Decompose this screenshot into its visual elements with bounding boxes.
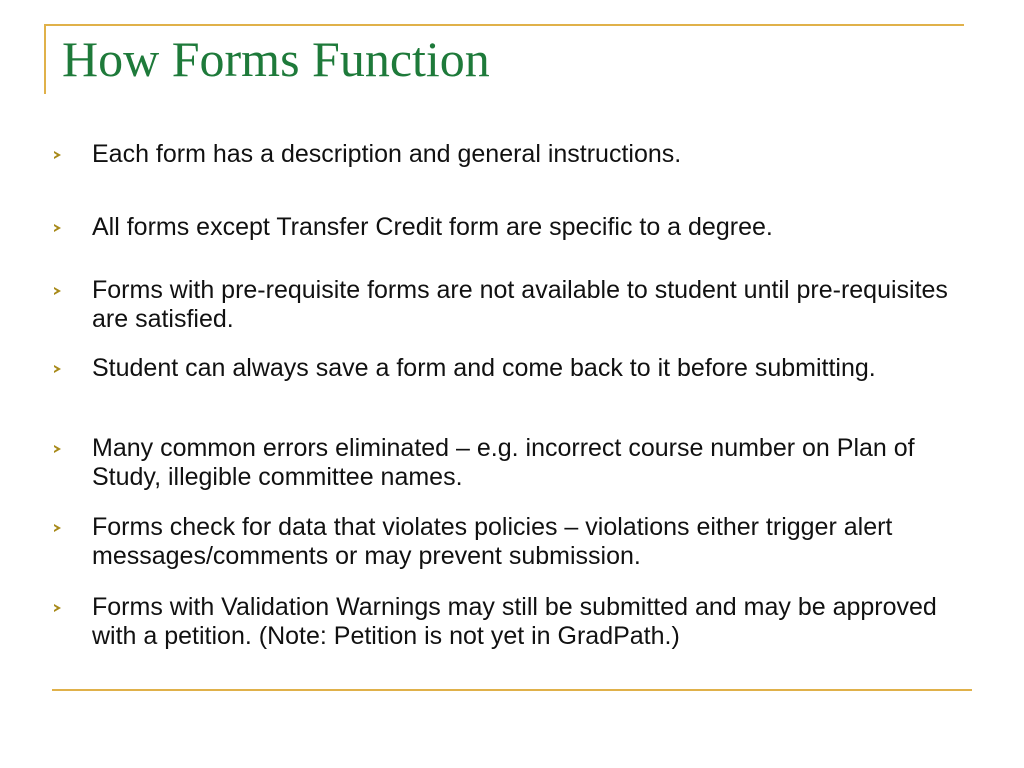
- bullet-text: Each form has a description and general instructions.: [92, 140, 682, 168]
- arrow-bullet-icon: [54, 445, 61, 453]
- bullet-text: Forms with pre-requisite forms are not available to student until pre-requisites are satisfied.: [92, 276, 948, 333]
- arrow-bullet-icon: [54, 604, 61, 612]
- bullet-text: Forms check for data that violates policies – violations either trigger alert messages/comments or may prevent submission.: [92, 513, 893, 570]
- arrow-bullet-icon: [54, 524, 61, 532]
- arrow-bullet-icon: [54, 151, 61, 159]
- bullet-text: Student can always save a form and come back to it before submitting.: [92, 354, 876, 382]
- bullet-text: Many common errors eliminated – e.g. incorrect course number on Plan of Study, illegible committee names.: [92, 434, 915, 491]
- arrow-bullet-icon: [54, 287, 61, 295]
- arrow-bullet-icon: [54, 365, 61, 373]
- bottom-rule: [52, 689, 972, 691]
- arrow-bullet-icon: [54, 224, 61, 232]
- slide-title: How Forms Function: [62, 31, 490, 87]
- bullet-text: All forms except Transfer Credit form are specific to a degree.: [92, 213, 773, 241]
- bullet-text: Forms with Validation Warnings may still be submitted and may be approved with a petition. (Note: Petition is not yet in GradPath.): [92, 593, 937, 650]
